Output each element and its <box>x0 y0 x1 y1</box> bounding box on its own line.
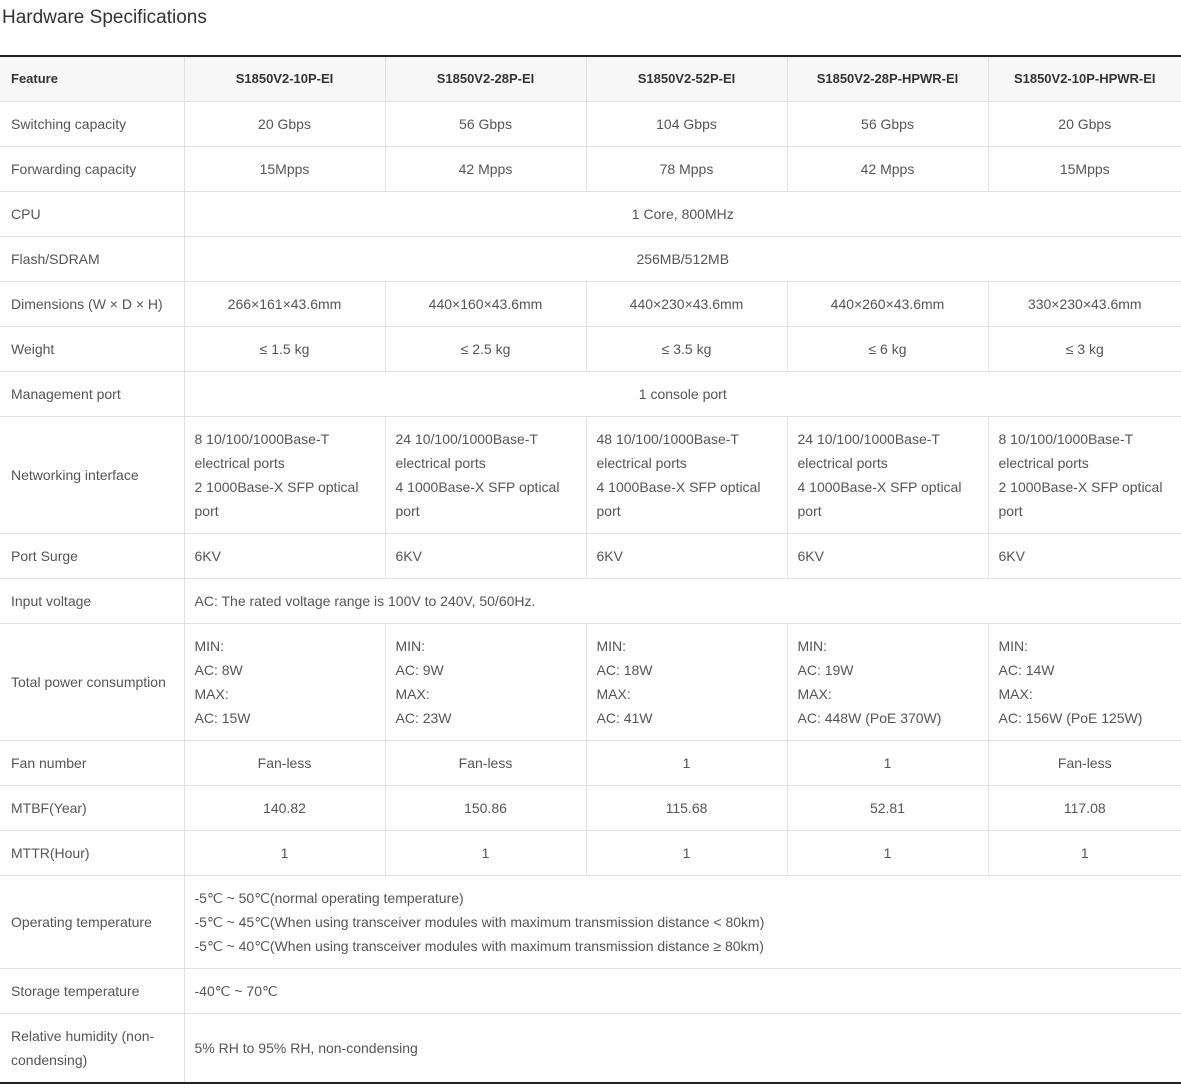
row-mttr <box>0 831 1181 876</box>
cell-line: AC: 41W <box>596 710 653 726</box>
cell: 1 <box>184 831 385 876</box>
cell: AC: The rated voltage range is 100V to 240V, 50/60Hz. <box>184 579 1181 624</box>
cell: Fan-less <box>184 741 385 786</box>
cell: 20 Gbps <box>184 102 385 147</box>
cell: 440×260×43.6mm <box>787 282 988 327</box>
cell <box>586 624 787 741</box>
cell: 440×230×43.6mm <box>586 282 787 327</box>
row-weight <box>0 327 1181 372</box>
cell: 6KV <box>988 534 1181 579</box>
cell <box>988 624 1181 741</box>
cell-line: MAX: <box>596 686 631 702</box>
cell: 266×161×43.6mm <box>184 282 385 327</box>
cell-line: 48 10/100/1000Base-T electrical ports <box>596 431 739 471</box>
cell: 20 Gbps <box>988 102 1181 147</box>
cell-line: MAX: <box>797 686 832 702</box>
feature-label: Operating temperature <box>0 876 184 969</box>
feature-label: Fan number <box>0 741 184 786</box>
cell-line: 4 1000Base-X SFP optical port <box>596 479 761 519</box>
row-dimensions <box>0 282 1181 327</box>
page-title: Hardware Specifications <box>2 7 207 28</box>
cell: 15Mpps <box>988 147 1181 192</box>
cell <box>184 624 385 741</box>
cell-line: AC: 18W <box>596 662 653 678</box>
row-networking-interface <box>0 417 1181 534</box>
cell: 1 <box>988 831 1181 876</box>
cell: 115.68 <box>586 786 787 831</box>
header-model: S1850V2-10P-EI <box>184 56 385 102</box>
cell-line: MAX: <box>998 686 1033 702</box>
cell-line: AC: 15W <box>194 710 251 726</box>
feature-label: Input voltage <box>0 579 184 624</box>
header-model: S1850V2-10P-HPWR-EI <box>988 56 1181 102</box>
cell-line: 4 1000Base-X SFP optical port <box>797 479 962 519</box>
cell-line: -5℃ ~ 45℃(When using transceiver modules with maximum transmission distance < 80km) <box>194 914 765 930</box>
feature-label: MTBF(Year) <box>0 786 184 831</box>
row-fan-number <box>0 741 1181 786</box>
row-management-port <box>0 372 1181 417</box>
cell: 6KV <box>787 534 988 579</box>
cell-line: 4 1000Base-X SFP optical port <box>395 479 560 519</box>
cell <box>988 417 1181 534</box>
feature-label: Networking interface <box>0 417 184 534</box>
cell-line: 8 10/100/1000Base-T electrical ports <box>998 431 1133 471</box>
cell-line: MIN: <box>395 638 426 654</box>
cell <box>787 417 988 534</box>
header-feature: Feature <box>0 56 184 102</box>
cell: Fan-less <box>988 741 1181 786</box>
cell <box>787 624 988 741</box>
cell-line: MIN: <box>596 638 627 654</box>
cell: ≤ 2.5 kg <box>385 327 586 372</box>
cell: -40℃ ~ 70℃ <box>184 969 1181 1014</box>
cell-line: MIN: <box>194 638 225 654</box>
cell: 1 <box>787 831 988 876</box>
cell: 256MB/512MB <box>184 237 1181 282</box>
feature-label: Management port <box>0 372 184 417</box>
cell: 6KV <box>586 534 787 579</box>
feature-label: Relative humidity (non-condensing) <box>0 1014 184 1084</box>
cell <box>184 417 385 534</box>
cell-line: -5℃ ~ 40℃(When using transceiver modules with maximum transmission distance ≥ 80km) <box>194 938 764 954</box>
cell-line: MAX: <box>194 686 229 702</box>
row-port-surge <box>0 534 1181 579</box>
row-cpu <box>0 192 1181 237</box>
cell: 56 Gbps <box>787 102 988 147</box>
cell: 15Mpps <box>184 147 385 192</box>
feature-label: Dimensions (W × D × H) <box>0 282 184 327</box>
header-model: S1850V2-28P-EI <box>385 56 586 102</box>
feature-label: Total power consumption <box>0 624 184 741</box>
cell-line: 24 10/100/1000Base-T electrical ports <box>797 431 940 471</box>
cell: 330×230×43.6mm <box>988 282 1181 327</box>
cell: ≤ 6 kg <box>787 327 988 372</box>
header-row <box>0 56 1181 102</box>
cell-line: AC: 8W <box>194 662 243 678</box>
cell: 42 Mpps <box>385 147 586 192</box>
row-switching-capacity <box>0 102 1181 147</box>
cell: 150.86 <box>385 786 586 831</box>
cell: 1 <box>385 831 586 876</box>
cell: 104 Gbps <box>586 102 787 147</box>
row-input-voltage <box>0 579 1181 624</box>
cell-line: MIN: <box>797 638 828 654</box>
feature-label: Weight <box>0 327 184 372</box>
cell: 1 Core, 800MHz <box>184 192 1181 237</box>
row-relative-humidity <box>0 1014 1181 1084</box>
cell: 6KV <box>184 534 385 579</box>
cell: 52.81 <box>787 786 988 831</box>
cell-line: 8 10/100/1000Base-T electrical ports <box>194 431 329 471</box>
header-model: S1850V2-52P-EI <box>586 56 787 102</box>
header-model: S1850V2-28P-HPWR-EI <box>787 56 988 102</box>
cell: 1 console port <box>184 372 1181 417</box>
feature-label: Forwarding capacity <box>0 147 184 192</box>
cell: 440×160×43.6mm <box>385 282 586 327</box>
cell: 5% RH to 95% RH, non-condensing <box>184 1014 1181 1084</box>
cell: 1 <box>787 741 988 786</box>
cell <box>184 876 1181 969</box>
feature-label: MTTR(Hour) <box>0 831 184 876</box>
cell: 1 <box>586 831 787 876</box>
cell-line: AC: 448W (PoE 370W) <box>797 710 942 726</box>
row-flash-sdram <box>0 237 1181 282</box>
cell-line: AC: 9W <box>395 662 444 678</box>
cell-line: AC: 156W (PoE 125W) <box>998 710 1143 726</box>
cell: 140.82 <box>184 786 385 831</box>
cell-line: AC: 19W <box>797 662 854 678</box>
feature-label: Switching capacity <box>0 102 184 147</box>
row-total-power-consumption <box>0 624 1181 741</box>
cell <box>385 624 586 741</box>
cell-line: 2 1000Base-X SFP optical port <box>998 479 1163 519</box>
cell: ≤ 3.5 kg <box>586 327 787 372</box>
feature-label: Flash/SDRAM <box>0 237 184 282</box>
cell: Fan-less <box>385 741 586 786</box>
cell-line: 2 1000Base-X SFP optical port <box>194 479 359 519</box>
spec-table <box>0 55 1181 1084</box>
cell: 78 Mpps <box>586 147 787 192</box>
cell <box>385 417 586 534</box>
cell-line: 24 10/100/1000Base-T electrical ports <box>395 431 538 471</box>
cell: 6KV <box>385 534 586 579</box>
feature-label: Storage temperature <box>0 969 184 1014</box>
cell-line: AC: 23W <box>395 710 452 726</box>
cell: ≤ 1.5 kg <box>184 327 385 372</box>
cell: 117.08 <box>988 786 1181 831</box>
row-forwarding-capacity <box>0 147 1181 192</box>
cell <box>586 417 787 534</box>
cell: 42 Mpps <box>787 147 988 192</box>
cell-line: MIN: <box>998 638 1029 654</box>
feature-label: Port Surge <box>0 534 184 579</box>
cell: 56 Gbps <box>385 102 586 147</box>
row-operating-temperature <box>0 876 1181 969</box>
feature-label: CPU <box>0 192 184 237</box>
cell: 1 <box>586 741 787 786</box>
cell-line: -5℃ ~ 50℃(normal operating temperature) <box>194 890 464 906</box>
row-storage-temperature <box>0 969 1181 1014</box>
cell-line: MAX: <box>395 686 430 702</box>
cell-line: AC: 14W <box>998 662 1055 678</box>
row-mtbf <box>0 786 1181 831</box>
cell: ≤ 3 kg <box>988 327 1181 372</box>
